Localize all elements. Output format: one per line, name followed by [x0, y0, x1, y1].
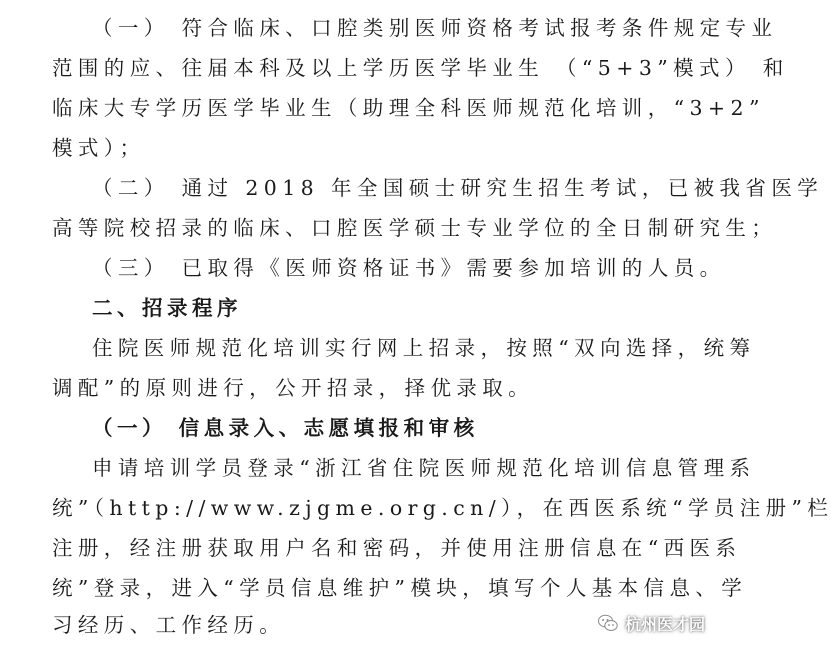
paragraph-line: （二） 通过 2018 年全国硕士研究生招生考试，已被我省医学: [92, 176, 824, 200]
paragraph-line: （一） 符合临床、口腔类别医师资格考试报考条件规定专业: [92, 16, 778, 40]
paragraph-line: 习经历、工作经历。: [52, 613, 286, 637]
paragraph-line: 注册，经注册获取用户名和密码，并使用注册信息在“西医系: [52, 536, 742, 560]
section-heading: 二、招录程序: [92, 296, 242, 320]
paragraph-line: 统”（http://www.zjgme.org.cn/），在西医系统“学员注册”栏: [52, 496, 833, 520]
watermark-text: 杭州医才园: [624, 614, 705, 634]
subsection-heading: （一） 信息录入、志愿填报和审核: [92, 416, 479, 440]
paragraph-line: 高等院校招录的临床、口腔医学硕士专业学位的全日制研究生；: [52, 216, 778, 240]
paragraph-line: 模式）；: [52, 136, 146, 160]
paragraph-line: （三） 已取得《医师资格证书》需要参加培训的人员。: [92, 256, 726, 280]
wechat-icon: [597, 612, 619, 634]
paragraph-line: 申请培训学员登录“浙江省住院医师规范化培训信息管理系: [92, 456, 756, 480]
paragraph-line: 临床大专学历医学毕业生（助理全科医师规范化培训，“3+2”: [52, 96, 765, 120]
paragraph-line: 住院医师规范化培训实行网上招录，按照“双向选择，统筹: [92, 336, 756, 360]
paragraph-line: 统”登录，进入“学员信息维护”模块，填写个人基本信息、学: [52, 576, 748, 600]
watermark: [597, 610, 705, 636]
paragraph-line: 调配”的原则进行，公开招录，择优录取。: [52, 376, 535, 400]
paragraph-line: 范围的应、往届本科及以上学历医学毕业生 （“5+3”模式） 和: [52, 56, 789, 80]
